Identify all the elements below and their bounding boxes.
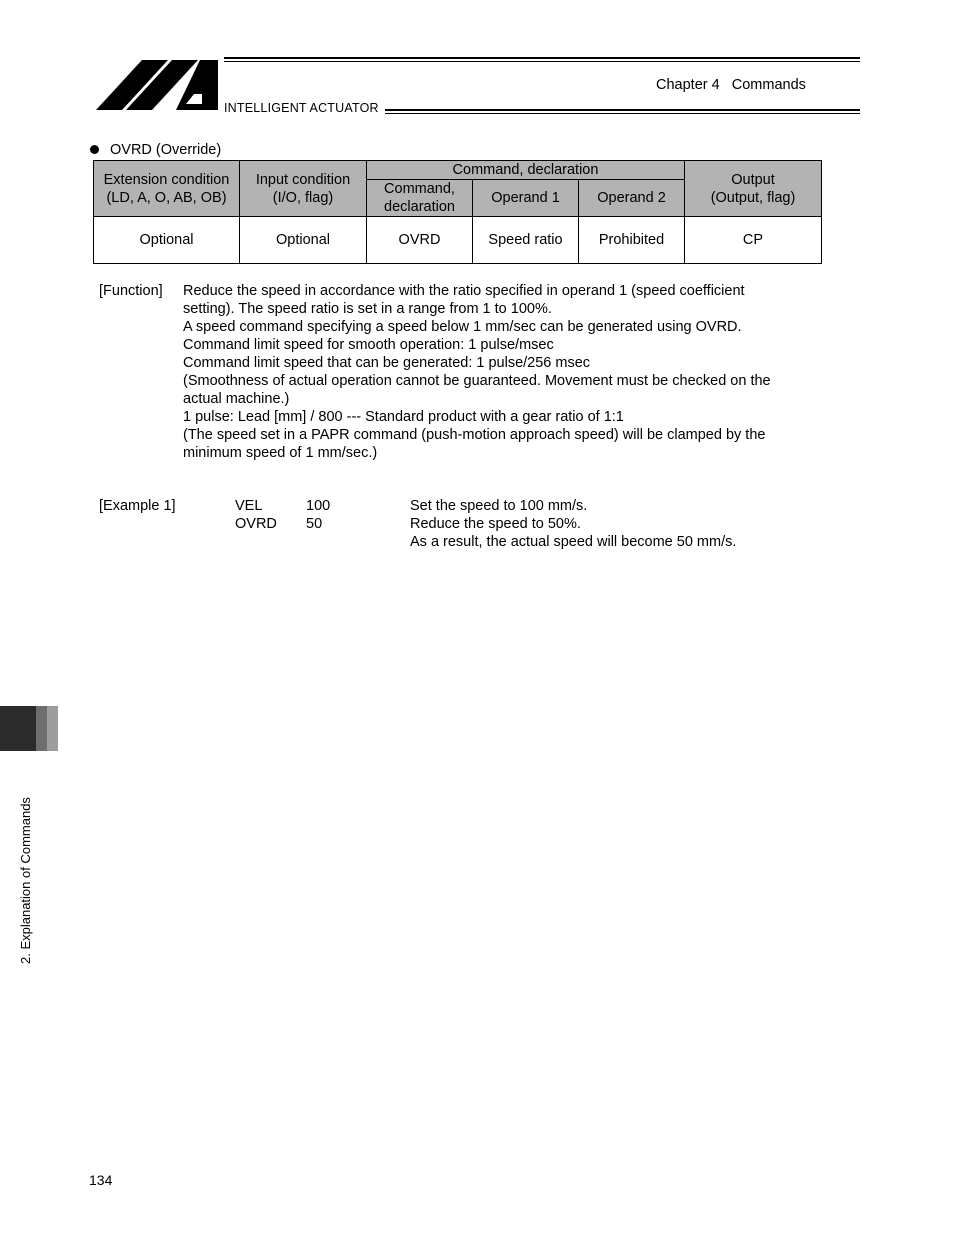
function-line: (Smoothness of actual operation cannot be guaranteed. Movement must be checked on the bbox=[183, 373, 771, 389]
function-line: actual machine.) bbox=[183, 391, 290, 407]
header-output-line2: (Output, flag) bbox=[710, 189, 796, 206]
side-tab-label: 2. Explanation of Commands bbox=[18, 797, 33, 964]
function-line: (The speed set in a PAPR command (push-motion approach speed) will be clamped by the bbox=[183, 427, 766, 443]
header-extension-condition-line1: Extension condition bbox=[103, 171, 230, 188]
chapter-title: Chapter 4 Commands bbox=[656, 77, 806, 93]
example-comment: Set the speed to 100 mm/s. bbox=[410, 498, 588, 514]
page-number: 134 bbox=[89, 1172, 113, 1188]
table-row bbox=[94, 217, 822, 264]
header-input-condition-line2: (I/O, flag) bbox=[272, 189, 334, 206]
header-command-declaration bbox=[367, 180, 473, 217]
iai-logo bbox=[96, 58, 220, 112]
header-input-condition bbox=[240, 161, 367, 217]
header-operand2: Operand 2 bbox=[579, 180, 685, 217]
header-input-condition-line1: Input condition bbox=[255, 171, 351, 188]
example-comment: Reduce the speed to 50%. bbox=[410, 516, 581, 532]
function-line: setting). The speed ratio is set in a range from 1 to 100%. bbox=[183, 301, 552, 317]
brand-text: INTELLIGENT ACTUATOR bbox=[224, 101, 379, 115]
cell-operand2: Prohibited bbox=[579, 217, 685, 264]
example-comment: As a result, the actual speed will become 50 mm/s. bbox=[410, 534, 737, 550]
header-command-line1: Command, bbox=[384, 181, 455, 197]
chapter-tab-dark bbox=[0, 706, 36, 751]
cell-extension-condition: Optional bbox=[94, 217, 240, 264]
header-command-line2: declaration bbox=[384, 199, 455, 215]
function-description bbox=[183, 282, 823, 462]
function-line: 1 pulse: Lead [mm] / 800 --- Standard product with a gear ratio of 1:1 bbox=[183, 409, 624, 425]
example-command: VEL bbox=[235, 498, 263, 514]
example-operand: 50 bbox=[306, 516, 323, 532]
function-line: Command limit speed that can be generated: 1 pulse/256 msec bbox=[183, 355, 591, 371]
function-line: A speed command specifying a speed below 1 mm/sec can be generated using OVRD. bbox=[183, 319, 742, 335]
command-spec-table bbox=[93, 160, 822, 264]
cell-input-condition: Optional bbox=[240, 217, 367, 264]
header-extension-condition-line2: (LD, A, O, AB, OB) bbox=[106, 189, 227, 206]
header-output bbox=[685, 161, 822, 217]
header-operand1: Operand 1 bbox=[473, 180, 579, 217]
bullet-icon bbox=[90, 145, 99, 154]
example-label: [Example 1] bbox=[99, 498, 176, 514]
function-line: minimum speed of 1 mm/sec.) bbox=[183, 445, 378, 461]
function-line: Command limit speed for smooth operation: 1 pulse/msec bbox=[183, 337, 554, 353]
function-label: [Function] bbox=[99, 283, 163, 299]
section-heading: OVRD (Override) bbox=[110, 142, 222, 158]
header-rule-brand bbox=[385, 109, 860, 114]
chapter-tab-light bbox=[47, 706, 58, 751]
chapter-tab-mid bbox=[36, 706, 47, 751]
example-command: OVRD bbox=[235, 516, 277, 532]
cell-operand1: Speed ratio bbox=[473, 217, 579, 264]
cell-command: OVRD bbox=[367, 217, 473, 264]
example-operand: 100 bbox=[306, 498, 331, 514]
function-line: Reduce the speed in accordance with the ratio specified in operand 1 (speed coefficient bbox=[183, 283, 745, 299]
cell-output: CP bbox=[685, 217, 822, 264]
header-output-line1: Output bbox=[731, 171, 775, 188]
header-extension-condition bbox=[94, 161, 240, 217]
header-command-group: Command, declaration bbox=[367, 161, 685, 180]
header-rule-top bbox=[224, 57, 860, 62]
